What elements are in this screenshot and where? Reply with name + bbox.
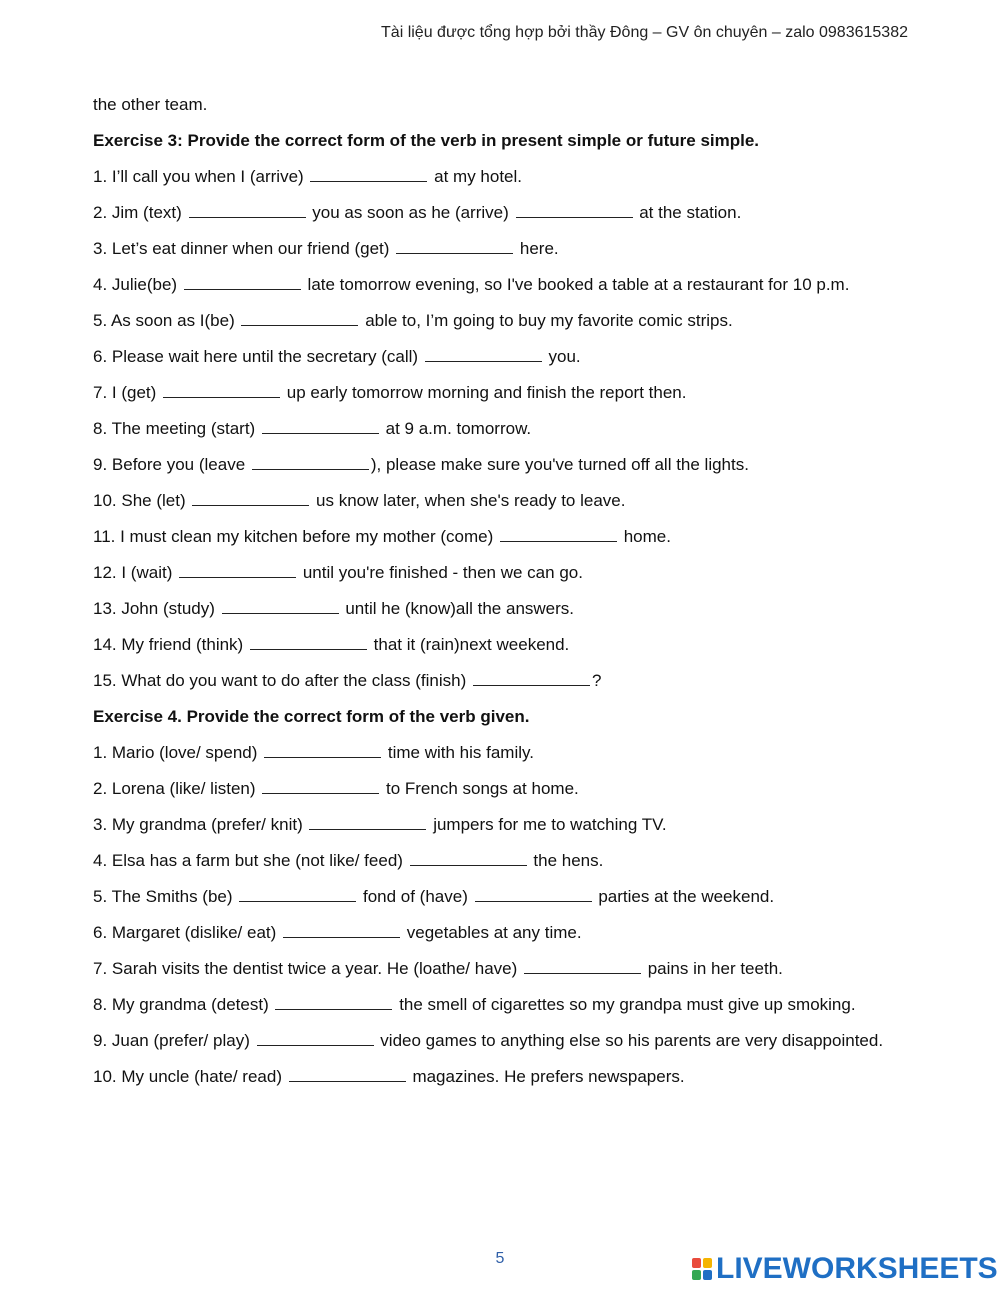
item-text: 5. The Smiths (be) [93,887,238,906]
item-text: 13. John (study) [93,599,220,618]
exercise-item [93,956,923,992]
answer-blank[interactable] [184,273,301,290]
item-text: Exercise 3: Provide the correct form of the verb in present simple or future simple. [93,131,760,150]
exercise-item [93,1028,923,1064]
item-text: at 9 a.m. tomorrow. [380,419,532,438]
answer-blank[interactable] [239,885,356,902]
item-text: fond of (have) [358,887,473,906]
item-text: 8. The meeting (start) [93,419,260,438]
item-text: home. [619,527,671,546]
answer-blank[interactable] [396,237,513,254]
item-text: us know later, when she's ready to leave. [311,491,626,510]
item-text: 9. Before you (leave [93,455,250,474]
answer-blank[interactable] [283,921,400,938]
item-text: jumpers for me to watching TV. [428,815,667,834]
answer-blank[interactable] [252,453,369,470]
item-text: ? [591,671,602,690]
answer-blank[interactable] [264,741,381,758]
item-text: at my hotel. [429,167,523,186]
exercise-item [93,200,923,236]
answer-blank[interactable] [262,777,379,794]
exercise-item [93,524,923,560]
item-text: you as soon as he (arrive) [307,203,514,222]
answer-blank[interactable] [250,633,367,650]
answer-blank[interactable] [192,489,309,506]
answer-blank[interactable] [425,345,542,362]
exercise-item [93,992,923,1028]
item-text: 7. Sarah visits the dentist twice a year. He (loathe/ have) [93,959,522,978]
exercise-item [93,416,923,452]
item-text: 6. Margaret (dislike/ eat) [93,923,282,942]
exercise-item [93,452,923,488]
answer-blank[interactable] [179,561,296,578]
item-text: ), please make sure you've turned off all the lights. [370,455,749,474]
item-text: vegetables at any time. [402,923,582,942]
item-text: that it (rain)next weekend. [368,635,570,654]
brand-text: LIVEWORKSHEETS [716,1252,998,1285]
logo-square [703,1270,712,1280]
item-text: 3. My grandma (prefer/ knit) [93,815,308,834]
answer-blank[interactable] [262,417,379,434]
liveworksheets-logo [692,1252,998,1286]
item-text: 2. Jim (text) [93,203,187,222]
exercise-item [93,884,923,920]
answer-blank[interactable] [500,525,617,542]
item-text: 1. I’ll call you when I (arrive) [93,167,309,186]
page-header: Tài liệu được tổng hợp bởi thầy Đông – GV ôn chuyên – zalo 0983615382 [381,24,908,41]
logo-square [703,1258,712,1268]
item-text: 8. My grandma (detest) [93,995,274,1014]
exercise-item [93,812,923,848]
exercise-item [93,92,923,128]
page-number: 5 [495,1250,505,1267]
answer-blank[interactable] [410,849,527,866]
item-text: video games to anything else so his parents are very disappointed. [375,1031,884,1050]
item-text: 4. Elsa has a farm but she (not like/ feed) [93,851,408,870]
liveworksheets-icon [692,1257,714,1281]
answer-blank[interactable] [241,309,358,326]
worksheet-content [93,92,923,1100]
item-text: you. [543,347,581,366]
answer-blank[interactable] [222,597,339,614]
answer-blank[interactable] [257,1029,374,1046]
answer-blank[interactable] [275,993,392,1010]
exercise-item [93,848,923,884]
item-text: 5. As soon as I(be) [93,311,240,330]
item-text: here. [515,239,559,258]
item-text: 2. Lorena (like/ listen) [93,779,261,798]
answer-blank[interactable] [189,201,306,218]
item-text: time with his family. [383,743,534,762]
exercise-item [93,560,923,596]
item-text: 10. My uncle (hate/ read) [93,1067,287,1086]
exercise-item [93,1064,923,1100]
answer-blank[interactable] [289,1065,406,1082]
item-text: 4. Julie(be) [93,275,182,294]
exercise-item [93,632,923,668]
item-text: parties at the weekend. [593,887,775,906]
exercise-heading [93,704,923,740]
exercise-item [93,668,923,704]
logo-square [692,1270,701,1280]
item-text: 9. Juan (prefer/ play) [93,1031,255,1050]
item-text: pains in her teeth. [643,959,783,978]
item-text: able to, I’m going to buy my favorite comic strips. [360,311,733,330]
item-text: 3. Let’s eat dinner when our friend (get) [93,239,395,258]
exercise-item [93,344,923,380]
item-text: 11. I must clean my kitchen before my mother (come) [93,527,498,546]
answer-blank[interactable] [516,201,633,218]
item-text: until he (know)all the answers. [340,599,575,618]
item-text: at the station. [634,203,742,222]
item-text: the hens. [528,851,604,870]
answer-blank[interactable] [473,669,590,686]
exercise-item [93,236,923,272]
answer-blank[interactable] [309,813,426,830]
item-text: to French songs at home. [381,779,579,798]
item-text: 12. I (wait) [93,563,178,582]
item-text: magazines. He prefers newspapers. [407,1067,685,1086]
item-text: 1. Mario (love/ spend) [93,743,263,762]
exercise-heading [93,128,923,164]
item-text: Exercise 4. Provide the correct form of the verb given. [93,707,530,726]
exercise-item [93,164,923,200]
answer-blank[interactable] [475,885,592,902]
answer-blank[interactable] [524,957,641,974]
item-text: 7. I (get) [93,383,162,402]
logo-square [692,1258,701,1268]
exercise-item [93,920,923,956]
exercise-item [93,596,923,632]
item-text: up early tomorrow morning and finish the report then. [282,383,687,402]
item-text: the other team. [93,95,208,114]
item-text: 14. My friend (think) [93,635,248,654]
item-text: until you're finished - then we can go. [298,563,583,582]
answer-blank[interactable] [163,381,280,398]
item-text: late tomorrow evening, so I've booked a table at a restaurant for 10 p.m. [302,275,850,294]
exercise-item [93,488,923,524]
item-text: the smell of cigarettes so my grandpa must give up smoking. [394,995,856,1014]
item-text: 15. What do you want to do after the class (finish) [93,671,471,690]
exercise-item [93,740,923,776]
exercise-item [93,776,923,812]
exercise-item [93,272,923,308]
item-text: 6. Please wait here until the secretary (call) [93,347,423,366]
answer-blank[interactable] [310,165,427,182]
item-text: 10. She (let) [93,491,191,510]
exercise-item [93,380,923,416]
exercise-item [93,308,923,344]
